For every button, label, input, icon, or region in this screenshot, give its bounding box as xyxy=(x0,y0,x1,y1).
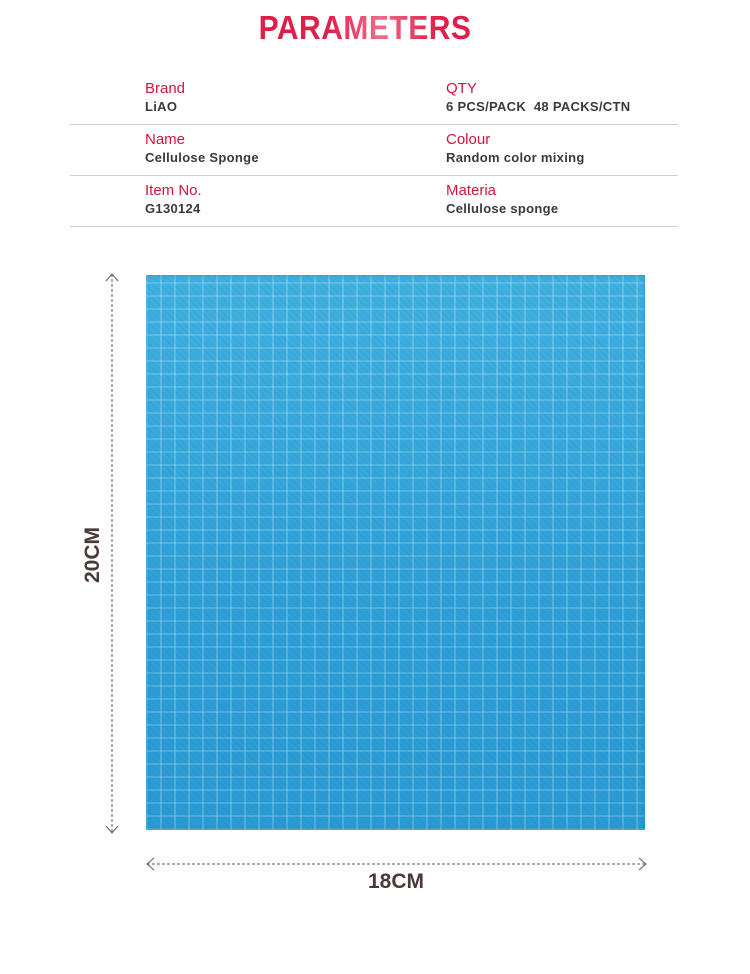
width-dimension-line xyxy=(147,858,646,870)
width-dimension-label: 18CM xyxy=(367,870,425,893)
param-value: G130124 xyxy=(145,201,201,216)
param-label: Item No. xyxy=(145,182,202,199)
param-label: QTY xyxy=(446,80,477,97)
height-dimension-label: 20CM xyxy=(81,526,104,584)
param-value: LiAO xyxy=(145,99,178,114)
param-label: Colour xyxy=(446,131,491,148)
param-value: 6 PCS/PACK 48 PACKS/CTN xyxy=(446,99,631,114)
page-title: PARAMETERS xyxy=(0,10,730,48)
param-value: Random color mixing xyxy=(446,150,585,165)
param-value: Cellulose sponge xyxy=(446,201,559,216)
height-dimension-line xyxy=(106,274,118,833)
param-label: Brand xyxy=(145,80,186,97)
param-label: Materia xyxy=(446,182,497,199)
param-label: Name xyxy=(145,131,186,148)
param-value: Cellulose Sponge xyxy=(145,150,259,165)
